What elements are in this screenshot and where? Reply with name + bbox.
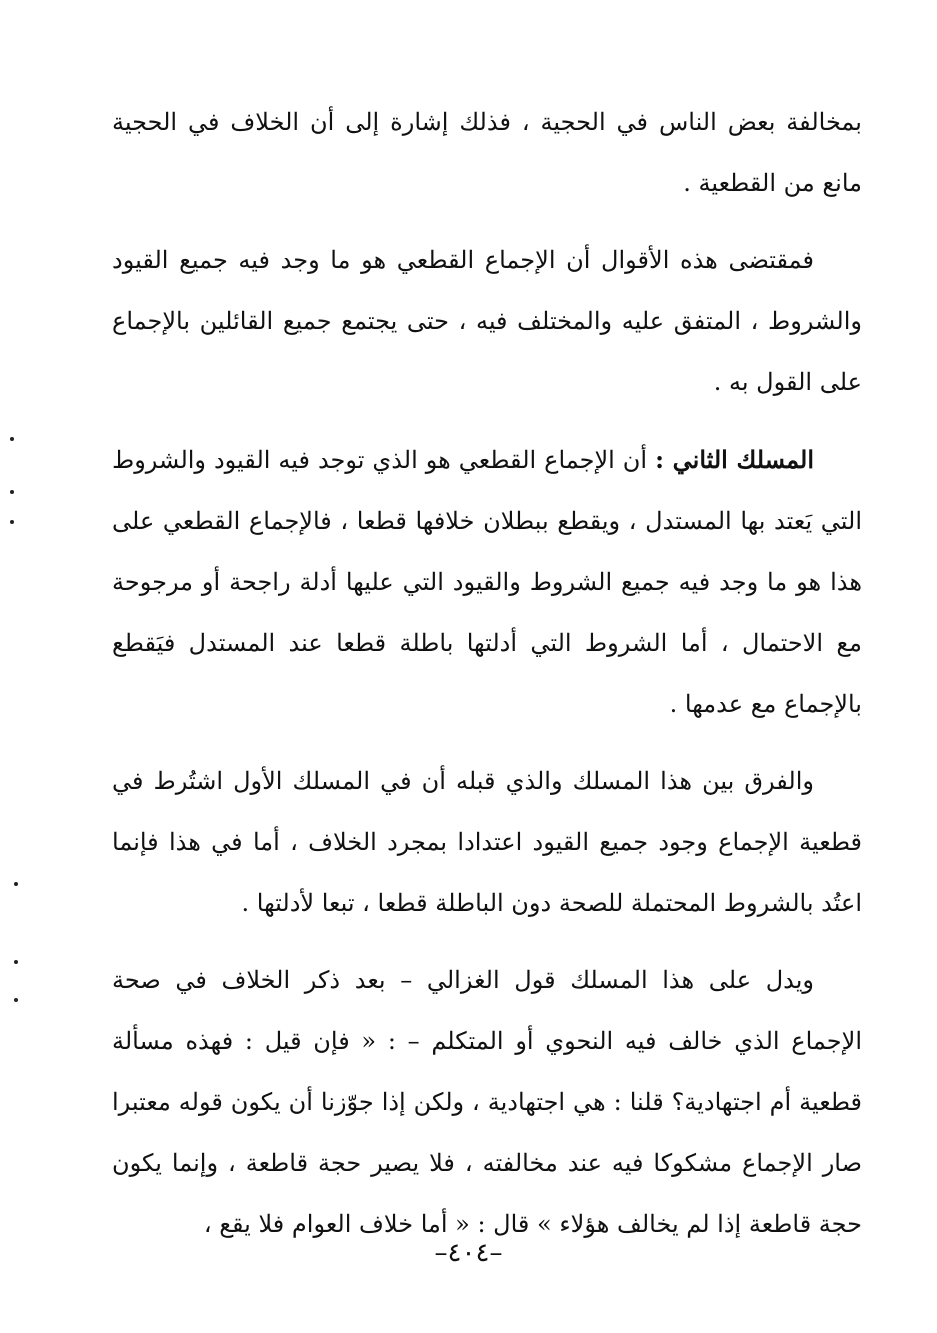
paragraph-1 bbox=[112, 92, 862, 214]
section-lead: المسلك الثاني : bbox=[655, 445, 814, 474]
paragraph-text: فمقتضى هذه الأقوال أن الإجماع القطعي هو ما وجد فيه جميع القيود والشروط ، المتفق عليه والمختلف فيه ، حتى يجتمع جميع القائلين بالإجماع على القول به . bbox=[112, 246, 863, 396]
margin-dot bbox=[14, 882, 18, 886]
paragraph-3 bbox=[112, 429, 862, 735]
margin-dot bbox=[10, 520, 14, 524]
paragraph-4 bbox=[112, 751, 862, 934]
margin-dot bbox=[14, 960, 18, 964]
page-number: –٤٠٤– bbox=[434, 1238, 503, 1268]
margin-dot bbox=[14, 998, 18, 1002]
paragraph-5 bbox=[112, 950, 862, 1255]
paragraph-text: بمخالفة بعض الناس في الحجية ، فذلك إشارة إلى أن الخلاف في الحجية مانع من القطعية . bbox=[112, 108, 862, 197]
paragraph-2 bbox=[112, 230, 862, 413]
paragraph-text: والفرق بين هذا المسلك والذي قبله أن في المسلك الأول اشتُرط في قطعية الإجماع وجود جميع القيود اعتدادا بمجرد الخلاف ، أما في هذا فإنما اعتُد بالشروط المحتملة للصحة دون الباطلة قطعا ، تبعا لأدلتها . bbox=[112, 767, 862, 917]
paragraph-text: أن الإجماع القطعي هو الذي توجد فيه القيود والشروط التي يَعتد بها المستدل ، ويقطع ببطلان خلافها قطعا ، فالإجماع القطعي على هذا هو ما وجد فيه جميع الشروط والقيود التي عليها أدلة راجحة أو مرجوحة مع الاحتمال ، أما الشروط التي أدلتها باطلة قطعا عند المستدل فيَقطع بالإجماع مع عدمها . bbox=[112, 446, 862, 718]
margin-dot bbox=[10, 437, 14, 441]
margin-dot bbox=[10, 490, 14, 494]
paragraph-text: ويدل على هذا المسلك قول الغزالي – بعد ذكر الخلاف في صحة الإجماع الذي خالف فيه النحوي أو المتكلم – : « فإن قيل : فهذه مسألة قطعية أم اجتهادية؟ قلنا : هي اجتهادية ، ولكن إذا جوّزنا أن يكون قوله معتبرا صار الإجماع مشكوكا فيه عند مخالفته ، فلا يصير حجة قاطعة ، وإنما يكون حجة قاطعة إذا لم يخالف هؤلاء » قال : « أما خلاف العوام فلا يقع ، bbox=[112, 966, 862, 1238]
body-text bbox=[112, 92, 862, 1271]
